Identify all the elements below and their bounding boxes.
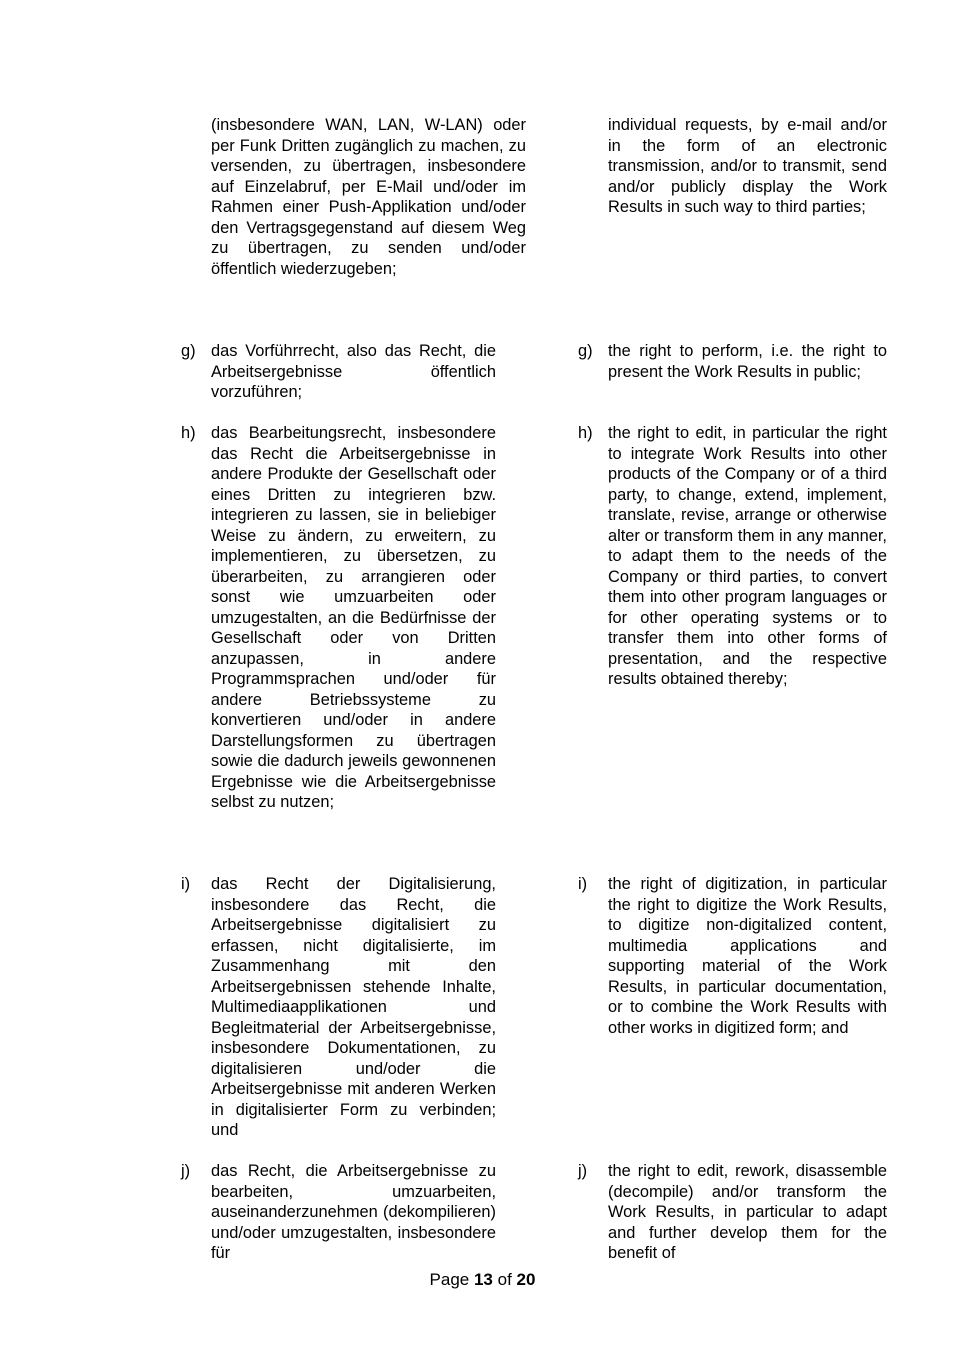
english-item-h-text: the right to edit, in particular the right to integrate Work Results into other products of the Company or of a third party, to change, extend, implement, translate, revise, arrange or otherwise alter or transform them in any manner, to adapt them to the needs of the Company or third parties, to convert them into other program languages or for other operating systems or to transfer them into other forms of presentation, and the respective results obtained thereby;: [608, 424, 887, 688]
english-item-h-marker: h): [578, 424, 593, 442]
english-item-i-marker: i): [578, 875, 588, 893]
german-item-i-text: das Recht der Digitalisierung, insbesondere das Recht, die Arbeitsergebnisse digitalisiert zu erfassen, nicht digitalisierte, im Zusammenhang mit den Arbeitsergebnissen stehende Inhalte, Multimediaapplikationen und Begleitmaterial der Arbeitsergebnisse, insbesondere Dokumentationen, zu digitalisieren und/oder die Arbeitsergebnisse mit anderen Werken in digitalisierter Form zu verbinden; und: [211, 875, 496, 1139]
page-number-total: 20: [516, 1270, 536, 1289]
english-item-g: [578, 341, 887, 382]
english-item-j-marker: j): [578, 1162, 588, 1180]
english-item-g-marker: g): [578, 342, 593, 360]
page-footer-prefix: Page: [429, 1270, 470, 1289]
german-continuation-text: (insbesondere WAN, LAN, W-LAN) oder per Funk Dritten zugänglich zu machen, zu versenden, zu übertragen, insbesondere auf Einzelabruf, per E-Mail und/oder im Rahmen einer Push-Applikation und/oder den Vertragsgegenstand auf diesem Weg zu übertragen, zu senden und/oder öffentlich wiederzugeben;: [211, 116, 526, 278]
german-item-j: [181, 1161, 496, 1264]
german-item-h: [181, 423, 496, 813]
english-item-g-text: the right to perform, i.e. the right to present the Work Results in public;: [608, 342, 887, 381]
german-item-h-marker: h): [181, 424, 196, 442]
english-continuation: [578, 115, 887, 218]
german-item-j-marker: j): [181, 1162, 191, 1180]
german-item-j-text: das Recht, die Arbeitsergebnisse zu bearbeiten, umzuarbeiten, auseinanderzunehmen (dekompilieren) und/oder umzugestalten, insbesondere für: [211, 1162, 496, 1262]
page-footer: [0, 1269, 965, 1291]
english-item-j: [578, 1161, 887, 1264]
german-item-g-marker: g): [181, 342, 196, 360]
german-item-i-marker: i): [181, 875, 191, 893]
english-item-i-text: the right of digitization, in particular the right to digitize the Work Results, to digitize non-digitalized content, multimedia applications and supporting material of the Work Results, in particular documentation, or to combine the Work Results with other works in digitized form; and: [608, 875, 887, 1037]
german-continuation: [181, 115, 526, 279]
page-footer-of: of: [497, 1270, 512, 1289]
english-item-j-text: the right to edit, rework, disassemble (decompile) and/or transform the Work Results, in particular to adapt and further develop them for the benefit of: [608, 1162, 887, 1262]
english-continuation-text: individual requests, by e-mail and/or in the form of an electronic transmission, and/or to transmit, send and/or publicly display the Work Results in such way to third parties;: [608, 116, 887, 216]
german-item-h-text: das Bearbeitungsrecht, insbesondere das Recht die Arbeitsergebnisse in andere Produkte der Gesellschaft oder eines Dritten zu integrieren bzw. integrieren zu lassen, sie in beliebiger Weise zu ändern, zu erweitern, zu implementieren, zu übersetzen, zu überarbeiten, zu arrangieren oder sonst wie umzuarbeiten oder umzugestalten, an die Bedürfnisse der Gesellschaft oder von Dritten anzupassen, in andere Programmsprachen und/oder für andere Betriebssysteme zu konvertieren und/oder in andere Darstellungsformen zu übertragen sowie die dadurch jeweils gewonnenen Ergebnisse wie die Arbeitsergebnisse selbst zu nutzen;: [211, 424, 496, 811]
german-item-g: [181, 341, 496, 403]
page-number-current: 13: [473, 1270, 493, 1289]
german-item-i: [181, 874, 496, 1141]
english-item-i: [578, 874, 887, 1038]
german-item-g-text: das Vorführrecht, also das Recht, die Arbeitsergebnisse öffentlich vorzuführen;: [211, 342, 496, 401]
english-item-h: [578, 423, 887, 690]
